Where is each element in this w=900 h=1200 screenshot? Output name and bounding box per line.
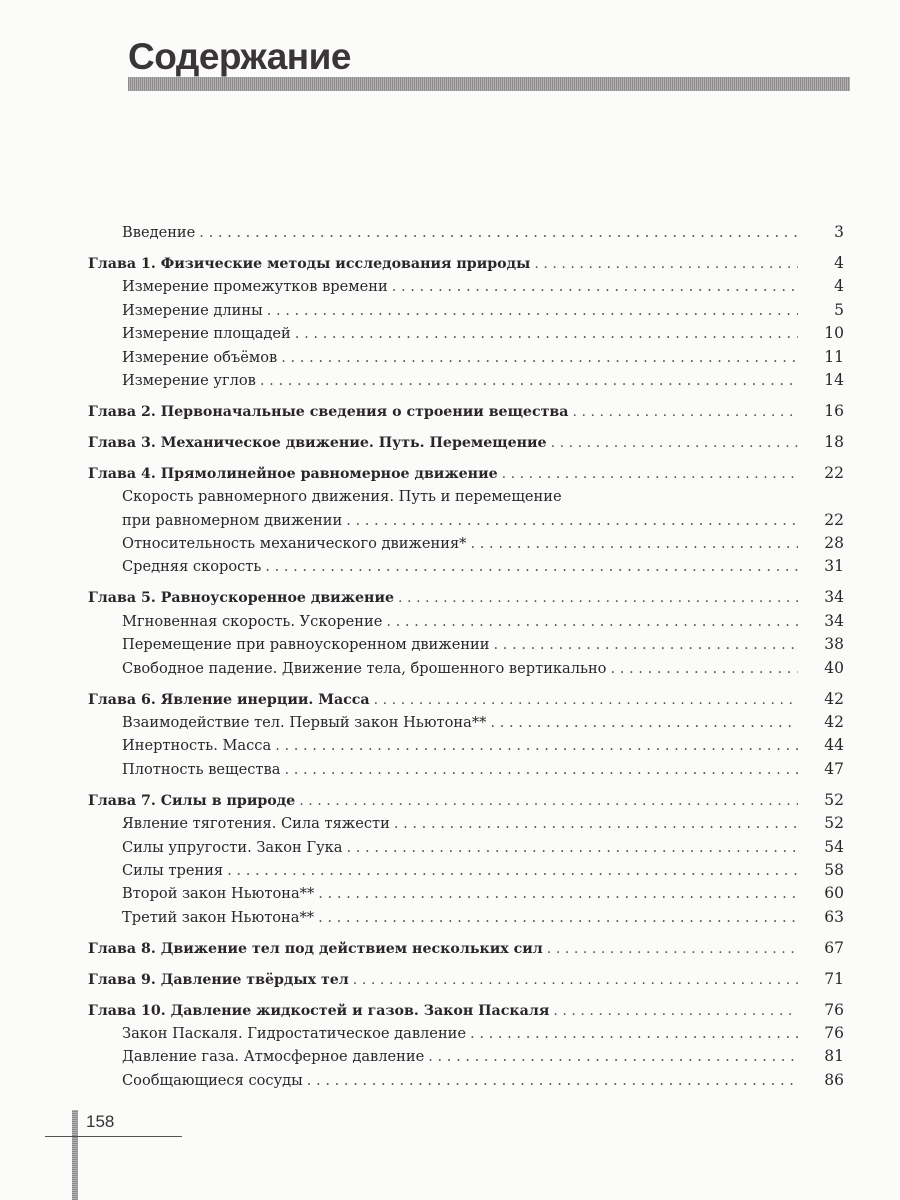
toc-page-number: 76	[824, 1000, 844, 1019]
toc-section-entry	[88, 882, 844, 905]
toc-entry-title: Измерение длины	[122, 301, 263, 319]
dot-leader	[610, 657, 798, 680]
toc-page-number: 42	[824, 712, 844, 731]
toc-entry-title: Свободное падение. Движение тела, брошенного вертикально	[122, 659, 607, 677]
dot-leader	[470, 1022, 798, 1045]
toc-page-number: 52	[824, 814, 844, 833]
dot-leader	[199, 221, 798, 244]
toc-section-entry	[88, 758, 844, 781]
dot-leader	[490, 711, 798, 734]
dot-leader	[307, 1069, 798, 1092]
toc-entry-title: Средняя скорость	[122, 558, 262, 576]
toc-chapter-entry	[88, 586, 844, 609]
footer-rule	[45, 1136, 182, 1137]
dot-leader	[428, 1045, 798, 1068]
toc-chapter-entry	[88, 431, 844, 454]
toc-page-number: 22	[824, 510, 844, 529]
toc-section-entry	[88, 369, 844, 392]
toc-page-number: 10	[824, 324, 844, 343]
toc-page-number: 28	[824, 534, 844, 553]
toc-page-number: 52	[824, 790, 844, 809]
toc-section-entry	[88, 555, 844, 578]
toc-section-entry	[88, 509, 844, 532]
toc-entry-title: Глава 8. Движение тел под действием нескольких сил	[88, 940, 543, 957]
toc-page-number: 67	[824, 938, 844, 957]
dot-leader	[265, 555, 798, 578]
toc-entry-title: Измерение углов	[122, 371, 256, 389]
toc-entry-title: Глава 9. Давление твёрдых тел	[88, 971, 349, 988]
toc-page-number: 60	[824, 884, 844, 903]
toc-page-number: 14	[824, 370, 844, 389]
toc-entry-title: Силы упругости. Закон Гука	[122, 838, 343, 856]
toc-section-entry	[88, 734, 844, 757]
toc-entry-title: Давление газа. Атмосферное давление	[122, 1048, 425, 1066]
toc-entry-title: Глава 6. Явление инерции. Масса	[88, 691, 370, 708]
toc-entry-title: Явление тяготения. Сила тяжести	[122, 815, 390, 833]
dot-leader	[494, 633, 798, 656]
footer-decorative-bar	[72, 1110, 78, 1200]
toc-entry-title: Взаимодействие тел. Первый закон Ньютона**	[122, 713, 487, 731]
toc-chapter-entry	[88, 999, 844, 1022]
toc-entry-title: Силы трения	[122, 861, 224, 879]
toc-entry-title: Плотность вещества	[122, 760, 281, 778]
toc-page-number: 76	[824, 1024, 844, 1043]
dot-leader	[374, 689, 798, 712]
toc-section-entry	[88, 1045, 844, 1068]
toc-page-number: 38	[824, 635, 844, 654]
toc-section-entry	[88, 1022, 844, 1045]
toc-page-number: 4	[834, 253, 844, 272]
toc-entry-title: Относительность механического движения*	[122, 535, 467, 553]
toc-chapter-entry	[88, 688, 844, 711]
toc-entry-title: Глава 10. Давление жидкостей и газов. Закон Паскаля	[88, 1002, 550, 1019]
dot-leader	[346, 836, 798, 859]
toc-chapter-entry	[88, 252, 844, 275]
toc-entry-title: Сообщающиеся сосуды	[122, 1071, 303, 1089]
toc-entry-title: Закон Паскаля. Гидростатическое давление	[122, 1025, 467, 1043]
toc-page-number: 81	[824, 1047, 844, 1066]
dot-leader	[386, 610, 798, 633]
dot-leader	[398, 587, 798, 610]
dot-leader	[534, 253, 798, 276]
toc-section-entry	[88, 485, 844, 508]
toc-page-number: 3	[834, 223, 844, 241]
toc-section-entry	[88, 633, 844, 656]
toc-section-entry	[88, 1069, 844, 1092]
toc-page-number: 16	[824, 401, 844, 420]
dot-leader	[284, 758, 798, 781]
toc-section-entry	[88, 610, 844, 633]
title-underline-bar	[128, 77, 850, 91]
dot-leader	[470, 532, 798, 555]
toc-chapter-entry	[88, 937, 844, 960]
toc-entry-title: Глава 5. Равноускоренное движение	[88, 590, 394, 607]
toc-page-number: 44	[824, 736, 844, 755]
toc-page-number: 40	[824, 658, 844, 677]
toc-page-number: 63	[824, 907, 844, 926]
toc-entry-title: при равномерном движении	[122, 511, 343, 529]
toc-section-entry	[88, 812, 844, 835]
toc-chapter-entry	[88, 400, 844, 423]
toc-entry-title: Измерение площадей	[122, 325, 291, 343]
toc-section-entry	[88, 906, 844, 929]
toc-page-number: 31	[824, 557, 844, 576]
toc-section-entry	[88, 532, 844, 555]
dot-leader	[572, 401, 798, 424]
toc-page-number: 11	[824, 347, 844, 366]
toc-page-number: 4	[834, 277, 844, 296]
dot-leader	[281, 346, 798, 369]
toc-entry-title: Глава 7. Силы в природе	[88, 792, 296, 809]
toc-entry-title: Измерение промежутков времени	[122, 278, 388, 296]
dot-leader	[547, 938, 798, 961]
toc-entry-title: Второй закон Ньютона**	[122, 885, 315, 903]
toc-page-number: 58	[824, 860, 844, 879]
toc-section-entry	[88, 275, 844, 298]
toc-entry-title: Инертность. Масса	[122, 737, 272, 755]
toc-page-number: 54	[824, 837, 844, 856]
toc-section-entry	[88, 836, 844, 859]
toc-entry-title: Измерение объёмов	[122, 348, 278, 366]
toc-entry-title: Глава 1. Физические методы исследования природы	[88, 255, 531, 272]
toc-section-entry	[88, 657, 844, 680]
toc-section-entry	[88, 322, 844, 345]
toc-entry-title: Глава 4. Прямолинейное равномерное движение	[88, 465, 498, 482]
toc-chapter-entry	[88, 462, 844, 485]
toc-page-number: 71	[824, 969, 844, 988]
toc-entry-title: Глава 2. Первоначальные сведения о строении вещества	[88, 403, 569, 420]
dot-leader	[392, 275, 798, 298]
dot-leader	[227, 859, 798, 882]
toc-chapter-entry	[88, 789, 844, 812]
toc-section-entry	[88, 221, 844, 244]
dot-leader	[551, 432, 798, 455]
toc-section-entry	[88, 859, 844, 882]
page-number: 158	[86, 1112, 115, 1131]
toc-page-number: 47	[824, 759, 844, 778]
toc-entry-title: Мгновенная скорость. Ускорение	[122, 612, 383, 630]
toc-page-number: 5	[834, 300, 844, 319]
dot-leader	[267, 299, 798, 322]
toc-section-entry	[88, 346, 844, 369]
toc-page-number: 86	[824, 1070, 844, 1089]
dot-leader	[353, 969, 798, 992]
dot-leader	[295, 322, 798, 345]
page-title: Содержание	[128, 36, 351, 77]
toc-page-number: 34	[824, 588, 844, 607]
dot-leader	[299, 790, 798, 813]
toc-entry-title: Перемещение при равноускоренном движении	[122, 636, 490, 654]
toc-page-number: 42	[824, 689, 844, 708]
dot-leader	[502, 463, 798, 486]
toc-section-entry	[88, 711, 844, 734]
dot-leader	[553, 1000, 798, 1023]
toc-page-number: 22	[824, 463, 844, 482]
toc-entry-title: Введение	[122, 224, 196, 241]
toc-page-number: 34	[824, 611, 844, 630]
dot-leader	[394, 812, 798, 835]
toc-chapter-entry	[88, 968, 844, 991]
toc-entry-title: Третий закон Ньютона**	[122, 908, 315, 926]
dot-leader	[346, 509, 798, 532]
toc-entry-title: Глава 3. Механическое движение. Путь. Перемещение	[88, 434, 547, 451]
dot-leader	[318, 882, 798, 905]
table-of-contents	[88, 221, 844, 1092]
toc-page-number: 18	[824, 432, 844, 451]
dot-leader	[318, 906, 798, 929]
toc-entry-title: Скорость равномерного движения. Путь и перемещение	[122, 488, 562, 506]
dot-leader	[260, 369, 798, 392]
dot-leader	[275, 734, 798, 757]
toc-section-entry	[88, 299, 844, 322]
